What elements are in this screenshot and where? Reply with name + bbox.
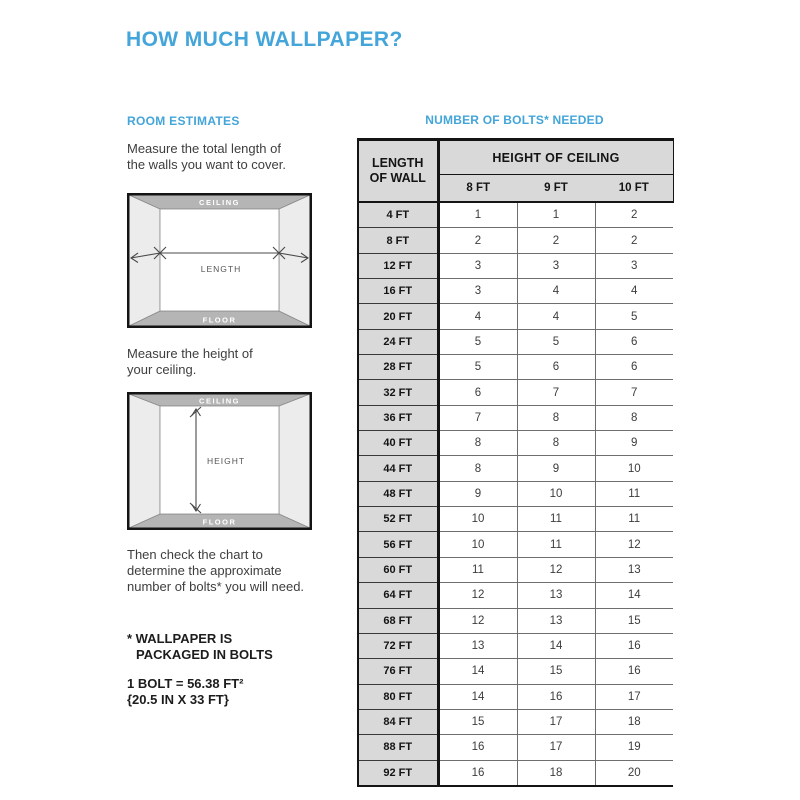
table-row: [358, 405, 673, 430]
bolt-count-cell: 17: [517, 709, 595, 734]
bolts-table-container: [357, 138, 674, 787]
instruction-line: Measure the height of: [127, 346, 253, 361]
table-row: [358, 228, 673, 253]
bolt-count-cell: 12: [517, 557, 595, 582]
bolt-count-cell: 8: [517, 431, 595, 456]
table-row: [358, 279, 673, 304]
bolt-size-spec: [127, 676, 243, 708]
wall-length-cell: 68 FT: [358, 608, 438, 633]
bolt-count-cell: 10: [595, 456, 673, 481]
bolt-count-cell: 18: [517, 760, 595, 786]
bolt-count-cell: 8: [595, 405, 673, 430]
room-estimates-heading: ROOM ESTIMATES: [127, 114, 240, 128]
bolt-count-cell: 14: [595, 583, 673, 608]
bolt-count-cell: 2: [595, 228, 673, 253]
table-row: [358, 735, 673, 760]
bolt-count-cell: 1: [438, 202, 517, 228]
bolt-count-cell: 11: [438, 557, 517, 582]
bolt-count-cell: 7: [595, 380, 673, 405]
bolt-count-cell: 5: [517, 329, 595, 354]
bolt-count-cell: 20: [595, 760, 673, 786]
bolt-count-cell: 16: [438, 760, 517, 786]
length-of-wall-header: [358, 140, 438, 203]
bolt-spec-line: 1 BOLT = 56.38 FT²: [127, 676, 244, 691]
instruction-line: Then check the chart to: [127, 547, 263, 562]
col-header-9ft: 9 FT: [517, 175, 595, 203]
bolt-count-cell: 6: [438, 380, 517, 405]
floor-label: FLOOR: [202, 517, 237, 527]
wall-length-cell: 40 FT: [358, 431, 438, 456]
bolt-count-cell: 15: [595, 608, 673, 633]
bolt-count-cell: 5: [595, 304, 673, 329]
table-row: [358, 532, 673, 557]
bolt-count-cell: 4: [595, 279, 673, 304]
bolt-count-cell: 10: [438, 507, 517, 532]
footnote-line: PACKAGED IN BOLTS: [136, 647, 273, 662]
table-row: [358, 659, 673, 684]
wall-length-cell: 72 FT: [358, 633, 438, 658]
table-row: [358, 633, 673, 658]
wallpaper-bolts-footnote: [127, 631, 273, 663]
instruction-line: the walls you want to cover.: [127, 157, 286, 172]
table-row: [358, 684, 673, 709]
wall-length-cell: 84 FT: [358, 709, 438, 734]
bolt-count-cell: 2: [595, 202, 673, 228]
wall-length-cell: 16 FT: [358, 279, 438, 304]
ceiling-label: CEILING: [199, 396, 240, 406]
bolt-count-cell: 3: [517, 253, 595, 278]
table-row: [358, 608, 673, 633]
bolt-count-cell: 3: [438, 279, 517, 304]
table-row: [358, 431, 673, 456]
wall-length-cell: 20 FT: [358, 304, 438, 329]
left-wall: [129, 394, 160, 528]
left-wall: [129, 195, 160, 326]
bolt-count-cell: 15: [517, 659, 595, 684]
bolt-count-cell: 2: [438, 228, 517, 253]
wall-length-cell: 52 FT: [358, 507, 438, 532]
room-height-diagram: [127, 392, 312, 530]
bolt-count-cell: 14: [517, 633, 595, 658]
wall-length-cell: 64 FT: [358, 583, 438, 608]
wall-length-cell: 32 FT: [358, 380, 438, 405]
bolt-count-cell: 5: [438, 329, 517, 354]
wall-length-cell: 76 FT: [358, 659, 438, 684]
bolt-count-cell: 3: [595, 253, 673, 278]
bolt-count-cell: 14: [438, 659, 517, 684]
table-row: [358, 557, 673, 582]
instruction-line: your ceiling.: [127, 362, 197, 377]
bolt-count-cell: 2: [517, 228, 595, 253]
bolt-count-cell: 12: [595, 532, 673, 557]
floor-label: FLOOR: [202, 315, 237, 325]
bolt-count-cell: 12: [438, 608, 517, 633]
bolt-count-cell: 17: [517, 735, 595, 760]
bolt-count-cell: 15: [438, 709, 517, 734]
table-row: [358, 202, 673, 228]
bolt-count-cell: 4: [517, 279, 595, 304]
footnote-line: * WALLPAPER IS: [127, 631, 233, 646]
bolt-count-cell: 8: [517, 405, 595, 430]
page-title: HOW MUCH WALLPAPER?: [126, 28, 403, 51]
table-row: [358, 709, 673, 734]
table-row: [358, 380, 673, 405]
wall-length-cell: 88 FT: [358, 735, 438, 760]
instruction-measure-length: [127, 141, 286, 173]
bolt-count-cell: 13: [517, 608, 595, 633]
wall-length-cell: 28 FT: [358, 355, 438, 380]
right-wall: [279, 394, 310, 528]
table-row: [358, 507, 673, 532]
instruction-line: Measure the total length of: [127, 141, 281, 156]
bolt-count-cell: 18: [595, 709, 673, 734]
bolt-count-cell: 16: [438, 735, 517, 760]
wall-length-cell: 56 FT: [358, 532, 438, 557]
back-wall: [160, 209, 279, 311]
bolt-count-cell: 13: [595, 557, 673, 582]
bolt-count-cell: 4: [517, 304, 595, 329]
wall-length-cell: 4 FT: [358, 202, 438, 228]
bolt-count-cell: 14: [438, 684, 517, 709]
wall-length-cell: 60 FT: [358, 557, 438, 582]
bolts-needed-table: [357, 138, 674, 787]
bolt-count-cell: 8: [438, 431, 517, 456]
table-row: [358, 253, 673, 278]
bolt-count-cell: 9: [517, 456, 595, 481]
bolts-table-body: [358, 202, 673, 786]
wall-length-cell: 80 FT: [358, 684, 438, 709]
table-row: [358, 583, 673, 608]
table-row: [358, 304, 673, 329]
table-row: [358, 329, 673, 354]
room-length-diagram: [127, 193, 312, 328]
bolt-count-cell: 10: [438, 532, 517, 557]
bolt-count-cell: 9: [595, 431, 673, 456]
instruction-line: determine the approximate: [127, 563, 282, 578]
bolt-count-cell: 6: [595, 329, 673, 354]
right-wall: [279, 195, 310, 326]
bolt-count-cell: 7: [517, 380, 595, 405]
header-line: OF WALL: [369, 171, 426, 185]
instruction-measure-height: [127, 346, 253, 378]
table-row: [358, 355, 673, 380]
bolt-count-cell: 13: [438, 633, 517, 658]
wall-length-cell: 36 FT: [358, 405, 438, 430]
col-header-8ft: 8 FT: [438, 175, 517, 203]
bolt-count-cell: 10: [517, 481, 595, 506]
table-row: [358, 456, 673, 481]
header-line: LENGTH: [372, 156, 424, 170]
bolt-count-cell: 11: [595, 507, 673, 532]
bolt-count-cell: 8: [438, 456, 517, 481]
instruction-line: number of bolts* you will need.: [127, 579, 305, 594]
bolt-count-cell: 11: [517, 532, 595, 557]
bolt-count-cell: 3: [438, 253, 517, 278]
bolt-count-cell: 13: [517, 583, 595, 608]
bolt-spec-line: {20.5 IN X 33 FT}: [127, 692, 229, 707]
bolt-count-cell: 11: [517, 507, 595, 532]
bolt-count-cell: 11: [595, 481, 673, 506]
instruction-check-chart: [127, 547, 304, 595]
table-row: [358, 760, 673, 786]
height-of-ceiling-header: HEIGHT OF CEILING: [438, 140, 673, 175]
bolt-count-cell: 7: [438, 405, 517, 430]
height-dimension-label: HEIGHT: [206, 456, 246, 466]
bolt-count-cell: 19: [595, 735, 673, 760]
bolt-count-cell: 1: [517, 202, 595, 228]
wall-length-cell: 24 FT: [358, 329, 438, 354]
wall-length-cell: 8 FT: [358, 228, 438, 253]
bolt-count-cell: 9: [438, 481, 517, 506]
ceiling-label: CEILING: [199, 198, 240, 207]
bolt-count-cell: 5: [438, 355, 517, 380]
length-dimension-label: LENGTH: [200, 264, 242, 274]
bolt-count-cell: 16: [595, 633, 673, 658]
col-header-10ft: 10 FT: [595, 175, 673, 203]
bolt-count-cell: 16: [517, 684, 595, 709]
wall-length-cell: 44 FT: [358, 456, 438, 481]
bolt-count-cell: 4: [438, 304, 517, 329]
wall-length-cell: 12 FT: [358, 253, 438, 278]
wall-length-cell: 48 FT: [358, 481, 438, 506]
bolt-count-cell: 12: [438, 583, 517, 608]
bolts-table-caption: NUMBER OF BOLTS* NEEDED: [425, 113, 604, 127]
bolt-count-cell: 6: [595, 355, 673, 380]
bolt-count-cell: 6: [517, 355, 595, 380]
bolt-count-cell: 17: [595, 684, 673, 709]
wall-length-cell: 92 FT: [358, 760, 438, 786]
table-row: [358, 481, 673, 506]
bolt-count-cell: 16: [595, 659, 673, 684]
